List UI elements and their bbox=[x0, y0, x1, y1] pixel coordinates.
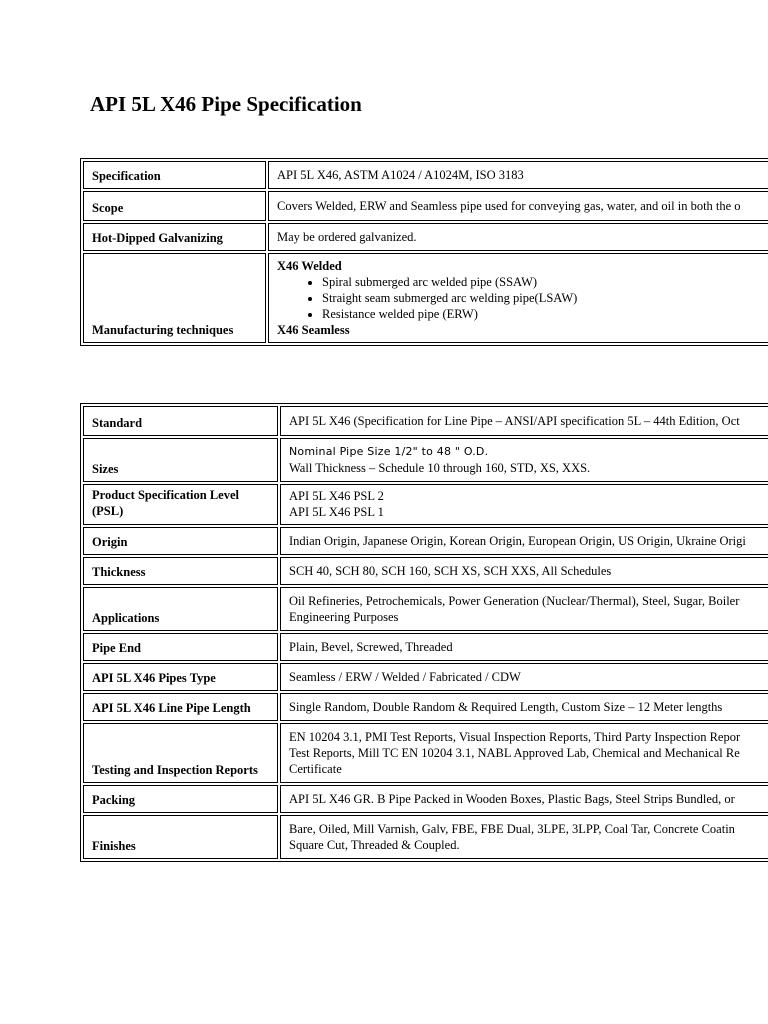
value-line: Certificate bbox=[289, 761, 342, 776]
table-row bbox=[83, 815, 768, 859]
row-value: May be ordered galvanized. bbox=[268, 223, 768, 251]
row-value: Single Random, Double Random & Required Length, Custom Size – 12 Meter lengths bbox=[280, 693, 768, 721]
row-label: Sizes bbox=[83, 438, 278, 482]
table-row bbox=[83, 438, 768, 482]
table-row bbox=[83, 587, 768, 631]
table-row bbox=[83, 633, 768, 661]
manufacturing-techniques-cell bbox=[268, 253, 768, 343]
row-value: Plain, Bevel, Screwed, Threaded bbox=[280, 633, 768, 661]
row-label: Hot-Dipped Galvanizing bbox=[83, 223, 266, 251]
row-label: Origin bbox=[83, 527, 278, 555]
value-line: Nominal Pipe Size 1/2" to 48 " O.D. bbox=[289, 444, 489, 458]
table-row bbox=[83, 191, 768, 221]
value-line: Square Cut, Threaded & Coupled. bbox=[289, 837, 460, 852]
value-line: Test Reports, Mill TC EN 10204 3.1, NABL Approved Lab, Chemical and Mechanical Re bbox=[289, 745, 740, 760]
row-label: Applications bbox=[83, 587, 278, 631]
row-label bbox=[83, 484, 278, 525]
label-line: Product Specification Level bbox=[92, 487, 239, 502]
welded-list bbox=[277, 274, 768, 322]
row-value: SCH 40, SCH 80, SCH 160, SCH XS, SCH XXS, All Schedules bbox=[280, 557, 768, 585]
value-line: Engineering Purposes bbox=[289, 609, 399, 624]
label-line: (PSL) bbox=[92, 503, 124, 518]
welded-heading: X46 Welded bbox=[277, 259, 342, 273]
value-line: EN 10204 3.1, PMI Test Reports, Visual Inspection Reports, Third Party Inspection Repor bbox=[289, 729, 741, 744]
row-label: Standard bbox=[83, 406, 278, 436]
row-value: Indian Origin, Japanese Origin, Korean Origin, European Origin, US Origin, Ukraine Origi bbox=[280, 527, 768, 555]
value-line: API 5L X46 PSL 2 bbox=[289, 489, 384, 503]
list-item: • Spiral submerged arc welded pipe (SSAW) bbox=[322, 274, 768, 290]
spec-table-general bbox=[80, 158, 768, 346]
row-label: Packing bbox=[83, 785, 278, 813]
table-row bbox=[83, 223, 768, 251]
table-row bbox=[83, 663, 768, 691]
spec-table-details bbox=[80, 403, 768, 862]
row-value: API 5L X46 (Specification for Line Pipe – ANSI/API specification 5L – 44th Edition, Oct bbox=[280, 406, 768, 436]
table-row bbox=[83, 723, 768, 783]
value-line: Bare, Oiled, Mill Varnish, Galv, FBE, FBE Dual, 3LPE, 3LPP, Coal Tar, Concrete Coatin bbox=[289, 821, 735, 836]
value-line: Wall Thickness – Schedule 10 through 160, STD, XS, XXS. bbox=[289, 460, 591, 475]
row-label: Thickness bbox=[83, 557, 278, 585]
table-row bbox=[83, 557, 768, 585]
row-value: Seamless / ERW / Welded / Fabricated / CDW bbox=[280, 663, 768, 691]
list-item: • Resistance welded pipe (ERW) bbox=[322, 306, 768, 322]
table-row bbox=[83, 527, 768, 555]
row-value: Covers Welded, ERW and Seamless pipe used for conveying gas, water, and oil in both the o bbox=[268, 191, 768, 221]
row-value bbox=[280, 723, 768, 783]
row-label: Testing and Inspection Reports bbox=[83, 723, 278, 783]
row-label: Manufacturing techniques bbox=[83, 253, 266, 343]
row-value bbox=[280, 815, 768, 859]
table-row bbox=[83, 406, 768, 436]
row-label: API 5L X46 Line Pipe Length bbox=[83, 693, 278, 721]
row-label: API 5L X46 Pipes Type bbox=[83, 663, 278, 691]
table-row bbox=[83, 161, 768, 189]
value-line: API 5L X46 PSL 1 bbox=[289, 505, 384, 519]
table-row bbox=[83, 693, 768, 721]
table-row bbox=[83, 785, 768, 813]
row-value: API 5L X46 GR. B Pipe Packed in Wooden Boxes, Plastic Bags, Steel Strips Bundled, or bbox=[280, 785, 768, 813]
row-value bbox=[280, 587, 768, 631]
seamless-heading: X46 Seamless bbox=[277, 323, 350, 337]
page-title: API 5L X46 Pipe Specification bbox=[90, 92, 362, 116]
value-line: Oil Refineries, Petrochemicals, Power Generation (Nuclear/Thermal), Steel, Sugar, Boiler bbox=[289, 593, 740, 608]
row-value bbox=[280, 484, 768, 525]
list-item: • Straight seam submerged arc welding pipe(LSAW) bbox=[322, 290, 768, 306]
table-row bbox=[83, 253, 768, 343]
row-value: API 5L X46, ASTM A1024 / A1024M, ISO 3183 bbox=[268, 161, 768, 189]
row-label: Specification bbox=[83, 161, 266, 189]
row-label: Finishes bbox=[83, 815, 278, 859]
row-label: Scope bbox=[83, 191, 266, 221]
table-row bbox=[83, 484, 768, 525]
row-value bbox=[280, 438, 768, 482]
row-label: Pipe End bbox=[83, 633, 278, 661]
